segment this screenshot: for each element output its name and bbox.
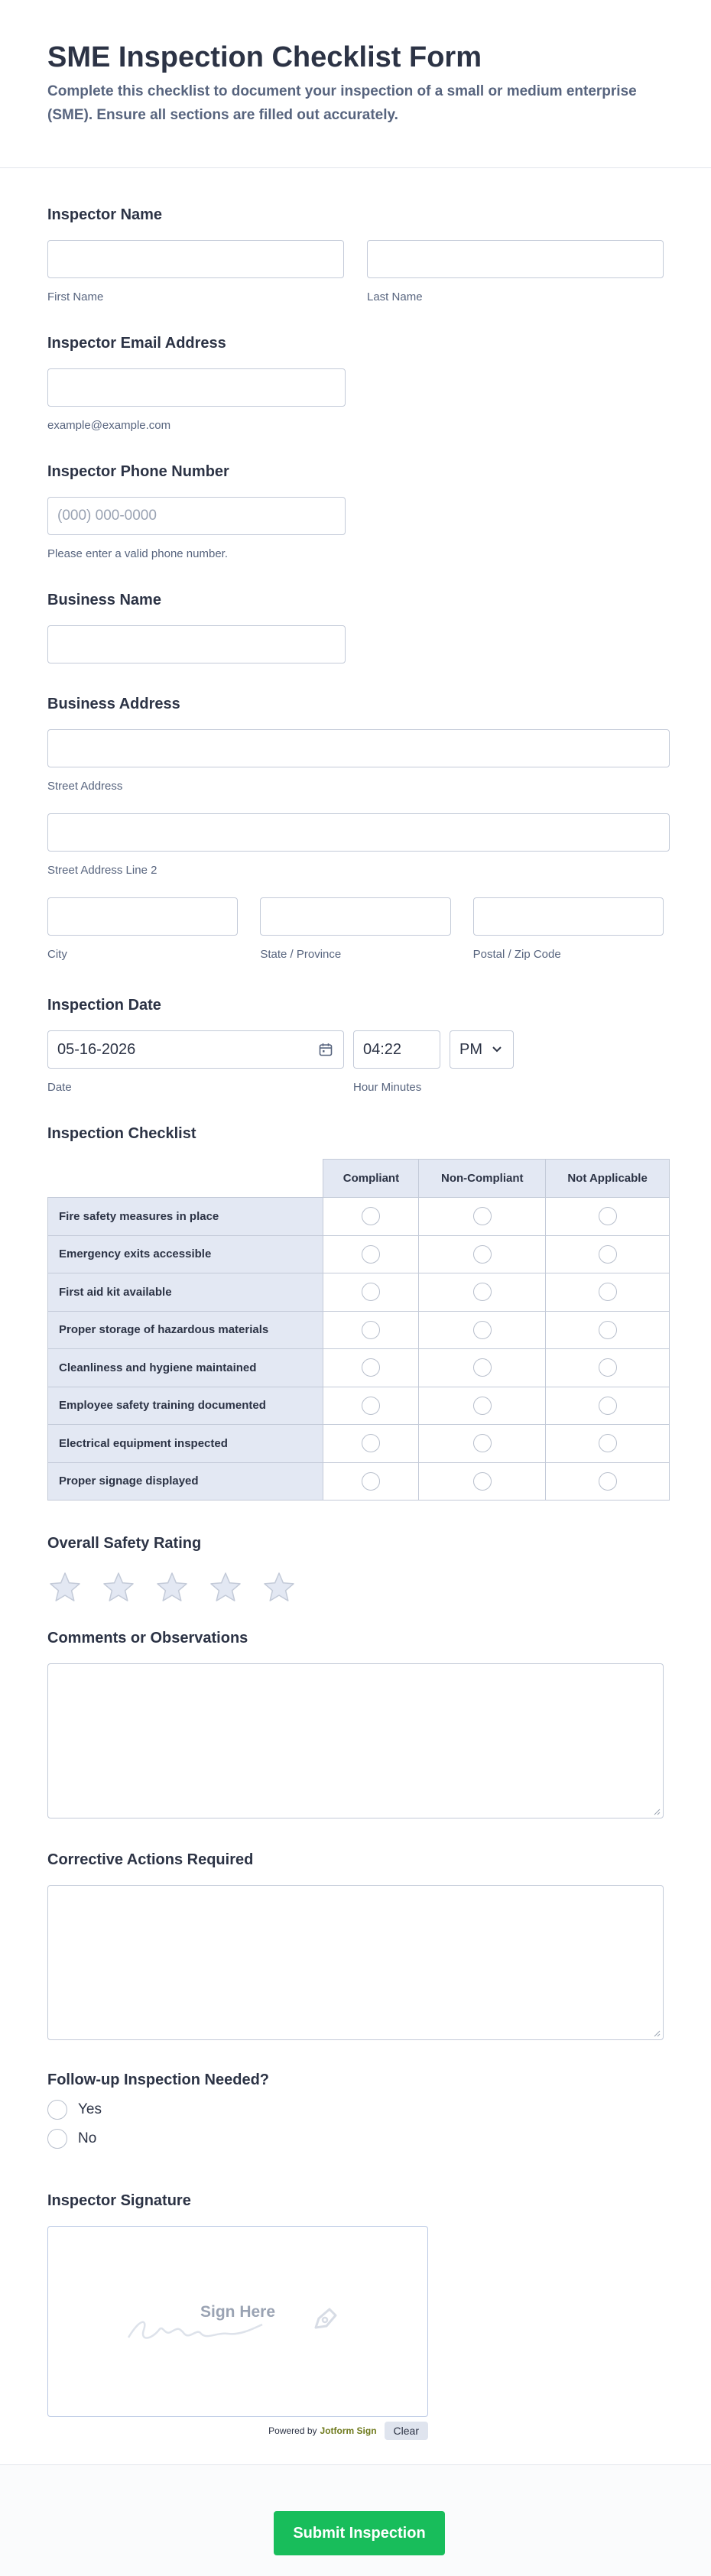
radio-button[interactable] (362, 1358, 380, 1377)
inspector-name-label: Inspector Name (47, 206, 163, 223)
radio-button[interactable] (599, 1472, 617, 1491)
radio-button[interactable] (362, 1472, 380, 1491)
comments-field (47, 1628, 664, 1850)
street-address-line2-sublabel: Street Address Line 2 (47, 864, 157, 877)
ampm-value: PM (459, 1041, 482, 1058)
inspector-phone-field (47, 462, 664, 590)
last-name-sublabel: Last Name (367, 290, 423, 303)
signature-field (47, 2191, 664, 2440)
checklist-cell (419, 1311, 546, 1349)
followup-option-yes[interactable] (47, 2101, 664, 2119)
comments-textarea[interactable] (47, 1663, 664, 1818)
checklist-cell (323, 1387, 419, 1425)
form-header (0, 0, 711, 168)
checklist-row-label: Fire safety measures in place (48, 1198, 323, 1236)
checklist-cell (419, 1235, 546, 1273)
star-rating (47, 1570, 664, 1605)
city-sublabel: City (47, 948, 67, 961)
city-input[interactable] (47, 897, 238, 936)
followup-label: Follow-up Inspection Needed? (47, 2072, 269, 2088)
matrix-column-header: Compliant (323, 1160, 419, 1198)
checklist-cell (323, 1273, 419, 1312)
radio-button[interactable] (473, 1358, 492, 1377)
radio-button[interactable] (473, 1245, 492, 1264)
jotform-sign-link[interactable]: Jotform Sign (320, 2425, 377, 2436)
checklist-cell (546, 1349, 670, 1387)
matrix-column-header: Not Applicable (546, 1160, 670, 1198)
radio-button[interactable] (473, 1207, 492, 1225)
radio-button[interactable] (362, 1283, 380, 1301)
checklist-cell (546, 1387, 670, 1425)
phone-input[interactable] (47, 497, 346, 535)
business-name-label: Business Name (47, 592, 161, 608)
inspection-date-label: Inspection Date (47, 997, 161, 1014)
first-name-sublabel: First Name (47, 290, 104, 303)
checklist-cell (546, 1311, 670, 1349)
powered-by-text: Powered by (268, 2425, 317, 2436)
postal-sublabel: Postal / Zip Code (472, 948, 561, 961)
first-name-input[interactable] (47, 240, 344, 278)
checklist-cell (419, 1273, 546, 1312)
inspection-checklist-field (47, 1124, 664, 1533)
state-sublabel: State / Province (260, 948, 342, 961)
checklist-row-label: Employee safety training documented (48, 1387, 323, 1425)
corrective-actions-field (47, 1850, 664, 2070)
radio-button[interactable] (599, 1207, 617, 1225)
submit-button[interactable]: Submit Inspection (274, 2511, 445, 2555)
date-value: 05-16-2026 (57, 1041, 136, 1058)
phone-sublabel: Please enter a valid phone number. (47, 547, 228, 560)
phone-placeholder: (000) 000-0000 (57, 508, 157, 524)
date-sublabel: Date (47, 1081, 72, 1094)
resize-grip-icon[interactable] (653, 2029, 661, 2037)
checklist-row-label: Electrical equipment inspected (48, 1425, 323, 1463)
inspection-date-field (47, 995, 664, 1124)
postal-input[interactable] (473, 897, 664, 936)
inspection-checklist-label: Inspection Checklist (47, 1125, 196, 1142)
date-input[interactable] (47, 1030, 344, 1069)
checklist-row-label: First aid kit available (48, 1273, 323, 1312)
radio-button[interactable] (362, 1397, 380, 1415)
star-icon[interactable] (208, 1570, 243, 1605)
checklist-row (48, 1311, 670, 1349)
calendar-icon[interactable] (319, 1043, 333, 1056)
checklist-row (48, 1462, 670, 1501)
radio-button[interactable] (599, 1283, 617, 1301)
last-name-input[interactable] (367, 240, 664, 278)
radio-button[interactable] (362, 1434, 380, 1452)
checklist-cell (546, 1462, 670, 1501)
checklist-row (48, 1198, 670, 1236)
checklist-cell (419, 1349, 546, 1387)
checklist-cell (419, 1462, 546, 1501)
radio-button[interactable] (599, 1358, 617, 1377)
signature-label: Inspector Signature (47, 2192, 191, 2209)
checklist-cell (323, 1235, 419, 1273)
matrix-corner (48, 1160, 323, 1198)
checklist-cell (323, 1349, 419, 1387)
checklist-row (48, 1273, 670, 1312)
comments-label: Comments or Observations (47, 1630, 248, 1646)
inspector-name-field (47, 205, 664, 333)
radio-button[interactable] (473, 1472, 492, 1491)
business-name-input[interactable] (47, 625, 346, 663)
checklist-cell (323, 1198, 419, 1236)
inspector-phone-label: Inspector Phone Number (47, 463, 229, 480)
checklist-cell (323, 1311, 419, 1349)
matrix-column-header: Non-Compliant (419, 1160, 546, 1198)
radio-button[interactable] (362, 1245, 380, 1264)
signature-pad[interactable] (47, 2226, 428, 2417)
radio-button[interactable] (599, 1321, 617, 1339)
street-address-sublabel: Street Address (47, 780, 123, 793)
star-icon[interactable] (261, 1570, 297, 1605)
form-body (0, 168, 711, 2440)
radio-button[interactable] (362, 1321, 380, 1339)
checklist-matrix (47, 1159, 670, 1501)
checklist-row (48, 1349, 670, 1387)
street-address-input[interactable] (47, 729, 670, 767)
time-value: 04:22 (363, 1041, 402, 1058)
inspector-email-label: Inspector Email Address (47, 335, 226, 352)
business-address-label: Business Address (47, 696, 180, 712)
checklist-row-label: Proper storage of hazardous materials (48, 1311, 323, 1349)
followup-field (47, 2070, 664, 2191)
safety-rating-field (47, 1533, 664, 1628)
radio-button[interactable] (47, 2100, 67, 2120)
checklist-cell (419, 1387, 546, 1425)
checklist-row (48, 1235, 670, 1273)
checklist-cell (546, 1273, 670, 1312)
checklist-cell (323, 1462, 419, 1501)
radio-button[interactable] (599, 1245, 617, 1264)
followup-option-no[interactable] (47, 2130, 664, 2148)
checklist-cell (419, 1198, 546, 1236)
chevron-down-icon (492, 1046, 502, 1053)
checklist-row (48, 1387, 670, 1425)
checklist-cell (546, 1235, 670, 1273)
checklist-row-label: Cleanliness and hygiene maintained (48, 1349, 323, 1387)
radio-button[interactable] (473, 1434, 492, 1452)
checklist-cell (546, 1425, 670, 1463)
checklist-row (48, 1425, 670, 1463)
checklist-cell (323, 1425, 419, 1463)
clear-signature-button[interactable]: Clear (385, 2422, 428, 2440)
state-input[interactable] (260, 897, 450, 936)
form-title: SME Inspection Checklist Form (47, 41, 482, 73)
resize-grip-icon[interactable] (653, 1808, 661, 1815)
ampm-select[interactable] (450, 1030, 514, 1069)
checklist-row-label: Emergency exits accessible (48, 1235, 323, 1273)
radio-button[interactable] (599, 1434, 617, 1452)
form-subtitle: Complete this checklist to document your inspection of a small or medium enterprise (SME). Ensure all sections are filled out accurately. (47, 83, 637, 123)
star-icon[interactable] (47, 1570, 83, 1605)
radio-button[interactable] (599, 1397, 617, 1415)
followup-option-label: Yes (78, 2101, 102, 2117)
safety-rating-label: Overall Safety Rating (47, 1535, 202, 1552)
checklist-row-label: Proper signage displayed (48, 1462, 323, 1501)
radio-button[interactable] (47, 2129, 67, 2149)
time-sublabel: Hour Minutes (353, 1081, 422, 1094)
radio-button[interactable] (473, 1283, 492, 1301)
sign-here-placeholder: Sign Here (200, 2303, 276, 2321)
signature-footer (47, 2422, 428, 2440)
form-footer (0, 2464, 711, 2576)
followup-option-label: No (78, 2130, 97, 2146)
time-input[interactable] (353, 1030, 440, 1069)
radio-button[interactable] (473, 1397, 492, 1415)
star-icon[interactable] (101, 1570, 136, 1605)
checklist-cell (546, 1198, 670, 1236)
email-input[interactable] (47, 368, 346, 407)
email-sublabel: example@example.com (47, 419, 171, 432)
corrective-actions-label: Corrective Actions Required (47, 1851, 254, 1868)
star-icon[interactable] (154, 1570, 190, 1605)
radio-button[interactable] (362, 1207, 380, 1225)
corrective-actions-textarea[interactable] (47, 1885, 664, 2040)
business-name-field (47, 590, 664, 694)
checklist-cell (419, 1425, 546, 1463)
radio-button[interactable] (473, 1321, 492, 1339)
inspector-email-field (47, 333, 664, 462)
street-address-line2-input[interactable] (47, 813, 670, 852)
business-address-field (47, 694, 664, 995)
